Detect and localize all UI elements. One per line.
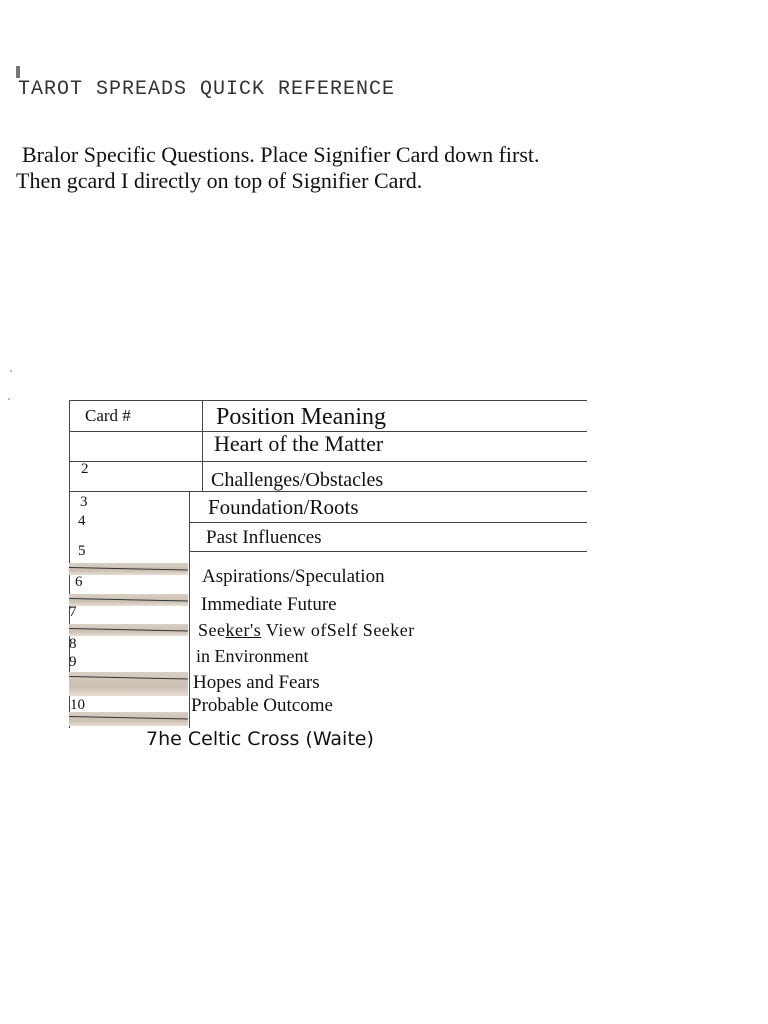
row-number: 5	[78, 543, 86, 559]
row-number: 10	[70, 697, 85, 713]
row-number: 4	[78, 513, 86, 529]
row-meaning: Heart of the Matter	[214, 431, 384, 456]
scan-strip	[69, 672, 188, 696]
row-meaning: Aspirations/Speculation	[202, 566, 385, 587]
table-rule	[189, 551, 587, 552]
table-rule	[202, 400, 203, 492]
intro-line-1: Bralor Specific Questions. Place Signifier Card down first.	[22, 142, 540, 167]
row-meaning: Past Influences	[206, 527, 322, 548]
column-header-card: Card #	[85, 406, 131, 425]
column-header-meaning: Position Meaning	[216, 404, 387, 430]
seeker-text-a: See	[198, 620, 226, 640]
row-number: 2	[81, 461, 89, 477]
row-meaning: Foundation/Roots	[208, 495, 359, 519]
scan-strip	[69, 624, 188, 636]
row-meaning: Immediate Future	[201, 594, 337, 615]
table-caption: 7he Celtic Cross (Waite)	[146, 728, 374, 750]
row-meaning-seeker	[198, 620, 415, 641]
scan-strip	[69, 563, 188, 575]
row-number: 3	[80, 494, 88, 510]
intro-line-2: Then gcard I directly on top of Signifier Card.	[16, 168, 423, 193]
row-number: 9	[69, 654, 77, 670]
row-meaning: Hopes and Fears	[193, 672, 320, 693]
scan-strip	[69, 594, 188, 606]
table-rule	[189, 522, 587, 523]
row-number: 7	[69, 604, 77, 620]
seeker-text-b: ker's	[225, 620, 262, 640]
row-meaning: in Environment	[196, 646, 309, 666]
seeker-text-c: View ofSelf Seeker	[261, 620, 415, 640]
table-rule	[69, 461, 587, 462]
scan-strip	[69, 712, 188, 726]
table-rule	[69, 400, 587, 401]
row-meaning: Challenges/Obstacles	[211, 469, 384, 491]
row-meaning: Probable Outcome	[191, 695, 333, 716]
page-title: TAROT SPREADS QUICK REFERENCE	[18, 78, 396, 101]
row-number: 6	[75, 574, 83, 590]
row-number: 8	[69, 636, 77, 652]
table-rule	[189, 491, 190, 728]
